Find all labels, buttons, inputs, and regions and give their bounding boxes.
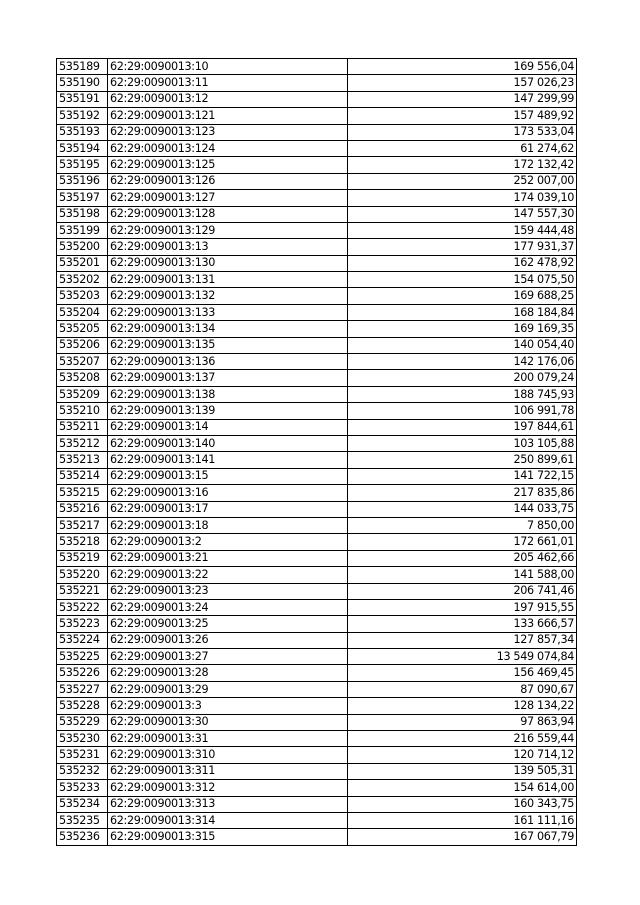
cadastral-value-cell: 106 991,78 — [348, 403, 577, 419]
cadastral-value-cell: 13 549 074,84 — [348, 649, 577, 665]
cadastral-number-cell: 62:29:0090013:137 — [108, 370, 348, 386]
row-number-cell: 535235 — [57, 812, 108, 828]
table-row — [57, 272, 577, 288]
cadastral-number-cell: 62:29:0090013:136 — [108, 354, 348, 370]
cadastral-number-cell: 62:29:0090013:28 — [108, 665, 348, 681]
table-row — [57, 501, 577, 517]
row-number-cell: 535224 — [57, 632, 108, 648]
table-row — [57, 157, 577, 173]
table-row — [57, 206, 577, 222]
row-number-cell: 535215 — [57, 485, 108, 501]
cadastral-value-cell: 173 533,04 — [348, 124, 577, 140]
cadastral-value-cell: 154 075,50 — [348, 272, 577, 288]
cadastral-value-cell: 177 931,37 — [348, 239, 577, 255]
table-row — [57, 632, 577, 648]
cadastral-number-cell: 62:29:0090013:21 — [108, 550, 348, 566]
table-row — [57, 419, 577, 435]
cadastral-number-cell: 62:29:0090013:10 — [108, 59, 348, 75]
cadastral-value-cell: 197 844,61 — [348, 419, 577, 435]
cadastral-number-cell: 62:29:0090013:125 — [108, 157, 348, 173]
cadastral-value-cell: 128 134,22 — [348, 698, 577, 714]
row-number-cell: 535236 — [57, 829, 108, 845]
cadastral-value-cell: 172 132,42 — [348, 157, 577, 173]
row-number-cell: 535222 — [57, 599, 108, 615]
row-number-cell: 535205 — [57, 321, 108, 337]
row-number-cell: 535202 — [57, 272, 108, 288]
row-number-cell: 535203 — [57, 288, 108, 304]
table-row — [57, 108, 577, 124]
table-row — [57, 370, 577, 386]
cadastral-value-cell: 162 478,92 — [348, 255, 577, 271]
cadastral-number-cell: 62:29:0090013:3 — [108, 698, 348, 714]
table-row — [57, 681, 577, 697]
cadastral-number-cell: 62:29:0090013:127 — [108, 190, 348, 206]
row-number-cell: 535206 — [57, 337, 108, 353]
row-number-cell: 535201 — [57, 255, 108, 271]
row-number-cell: 535211 — [57, 419, 108, 435]
table-row — [57, 222, 577, 238]
cadastral-number-cell: 62:29:0090013:310 — [108, 747, 348, 763]
table-row — [57, 796, 577, 812]
table-row — [57, 649, 577, 665]
row-number-cell: 535234 — [57, 796, 108, 812]
row-number-cell: 535210 — [57, 403, 108, 419]
cadastral-number-cell: 62:29:0090013:121 — [108, 108, 348, 124]
cadastral-number-cell: 62:29:0090013:27 — [108, 649, 348, 665]
row-number-cell: 535221 — [57, 583, 108, 599]
row-number-cell: 535192 — [57, 108, 108, 124]
cadastral-value-cell: 139 505,31 — [348, 763, 577, 779]
table-row — [57, 140, 577, 156]
table-row — [57, 304, 577, 320]
cadastral-number-cell: 62:29:0090013:134 — [108, 321, 348, 337]
row-number-cell: 535229 — [57, 714, 108, 730]
table-row — [57, 698, 577, 714]
cadastral-number-cell: 62:29:0090013:133 — [108, 304, 348, 320]
row-number-cell: 535231 — [57, 747, 108, 763]
cadastral-number-cell: 62:29:0090013:11 — [108, 75, 348, 91]
cadastral-number-cell: 62:29:0090013:26 — [108, 632, 348, 648]
cadastral-value-cell: 156 469,45 — [348, 665, 577, 681]
cadastral-value-cell: 217 835,86 — [348, 485, 577, 501]
table-row — [57, 731, 577, 747]
cadastral-value-cell: 200 079,24 — [348, 370, 577, 386]
table-row — [57, 616, 577, 632]
table-row — [57, 829, 577, 845]
cadastral-number-cell: 62:29:0090013:24 — [108, 599, 348, 615]
cadastral-value-cell: 216 559,44 — [348, 731, 577, 747]
table-row — [57, 567, 577, 583]
row-number-cell: 535212 — [57, 435, 108, 451]
table-row — [57, 780, 577, 796]
row-number-cell: 535189 — [57, 59, 108, 75]
cadastral-value-cell: 167 067,79 — [348, 829, 577, 845]
table-row — [57, 599, 577, 615]
row-number-cell: 535191 — [57, 91, 108, 107]
table-row — [57, 485, 577, 501]
cadastral-value-cell: 205 462,66 — [348, 550, 577, 566]
table-row — [57, 714, 577, 730]
row-number-cell: 535227 — [57, 681, 108, 697]
row-number-cell: 535207 — [57, 354, 108, 370]
row-number-cell: 535195 — [57, 157, 108, 173]
table-row — [57, 747, 577, 763]
table-row — [57, 468, 577, 484]
row-number-cell: 535228 — [57, 698, 108, 714]
row-number-cell: 535232 — [57, 763, 108, 779]
cadastral-number-cell: 62:29:0090013:130 — [108, 255, 348, 271]
table-row — [57, 386, 577, 402]
cadastral-value-cell: 188 745,93 — [348, 386, 577, 402]
cadastral-value-cell: 250 899,61 — [348, 452, 577, 468]
cadastral-value-cell: 169 688,25 — [348, 288, 577, 304]
table-row — [57, 517, 577, 533]
cadastral-number-cell: 62:29:0090013:314 — [108, 812, 348, 828]
cadastral-number-cell: 62:29:0090013:138 — [108, 386, 348, 402]
row-number-cell: 535197 — [57, 190, 108, 206]
cadastral-value-cell: 172 661,01 — [348, 534, 577, 550]
cadastral-value-cell: 7 850,00 — [348, 517, 577, 533]
cadastral-number-cell: 62:29:0090013:124 — [108, 140, 348, 156]
table-body — [57, 59, 577, 846]
table-row — [57, 550, 577, 566]
cadastral-number-cell: 62:29:0090013:312 — [108, 780, 348, 796]
row-number-cell: 535225 — [57, 649, 108, 665]
row-number-cell: 535209 — [57, 386, 108, 402]
table-row — [57, 239, 577, 255]
cadastral-value-cell: 206 741,46 — [348, 583, 577, 599]
cadastral-value-cell: 103 105,88 — [348, 435, 577, 451]
cadastral-value-cell: 140 054,40 — [348, 337, 577, 353]
table-row — [57, 763, 577, 779]
cadastral-number-cell: 62:29:0090013:23 — [108, 583, 348, 599]
cadastral-number-cell: 62:29:0090013:15 — [108, 468, 348, 484]
row-number-cell: 535196 — [57, 173, 108, 189]
cadastral-number-cell: 62:29:0090013:315 — [108, 829, 348, 845]
table-row — [57, 288, 577, 304]
cadastral-value-cell: 161 111,16 — [348, 812, 577, 828]
cadastral-value-cell: 168 184,84 — [348, 304, 577, 320]
row-number-cell: 535204 — [57, 304, 108, 320]
cadastral-number-cell: 62:29:0090013:22 — [108, 567, 348, 583]
table-row — [57, 354, 577, 370]
cadastral-number-cell: 62:29:0090013:128 — [108, 206, 348, 222]
cadastral-value-cell: 133 666,57 — [348, 616, 577, 632]
row-number-cell: 535190 — [57, 75, 108, 91]
row-number-cell: 535214 — [57, 468, 108, 484]
table-row — [57, 665, 577, 681]
row-number-cell: 535216 — [57, 501, 108, 517]
row-number-cell: 535199 — [57, 222, 108, 238]
cadastral-number-cell: 62:29:0090013:2 — [108, 534, 348, 550]
cadastral-value-cell: 174 039,10 — [348, 190, 577, 206]
table-row — [57, 435, 577, 451]
cadastral-number-cell: 62:29:0090013:141 — [108, 452, 348, 468]
cadastral-value-cell: 144 033,75 — [348, 501, 577, 517]
table-row — [57, 173, 577, 189]
row-number-cell: 535218 — [57, 534, 108, 550]
cadastral-number-cell: 62:29:0090013:311 — [108, 763, 348, 779]
cadastral-number-cell: 62:29:0090013:29 — [108, 681, 348, 697]
cadastral-number-cell: 62:29:0090013:14 — [108, 419, 348, 435]
table-row — [57, 452, 577, 468]
cadastral-value-cell: 141 722,15 — [348, 468, 577, 484]
cadastral-number-cell: 62:29:0090013:13 — [108, 239, 348, 255]
row-number-cell: 535226 — [57, 665, 108, 681]
table-row — [57, 91, 577, 107]
table-row — [57, 321, 577, 337]
row-number-cell: 535230 — [57, 731, 108, 747]
cadastral-number-cell: 62:29:0090013:16 — [108, 485, 348, 501]
cadastral-number-cell: 62:29:0090013:18 — [108, 517, 348, 533]
cadastral-value-cell: 87 090,67 — [348, 681, 577, 697]
table-row — [57, 583, 577, 599]
cadastral-value-cell: 169 556,04 — [348, 59, 577, 75]
cadastral-number-cell: 62:29:0090013:123 — [108, 124, 348, 140]
cadastral-number-cell: 62:29:0090013:12 — [108, 91, 348, 107]
cadastral-number-cell: 62:29:0090013:129 — [108, 222, 348, 238]
cadastral-value-cell: 160 343,75 — [348, 796, 577, 812]
cadastral-value-cell: 157 489,92 — [348, 108, 577, 124]
cadastral-value-cell: 169 169,35 — [348, 321, 577, 337]
cadastral-value-cell: 159 444,48 — [348, 222, 577, 238]
cadastral-value-cell: 120 714,12 — [348, 747, 577, 763]
table-row — [57, 534, 577, 550]
cadastral-value-cell: 154 614,00 — [348, 780, 577, 796]
cadastral-number-cell: 62:29:0090013:17 — [108, 501, 348, 517]
table-row — [57, 403, 577, 419]
row-number-cell: 535220 — [57, 567, 108, 583]
cadastral-number-cell: 62:29:0090013:139 — [108, 403, 348, 419]
row-number-cell: 535200 — [57, 239, 108, 255]
cadastral-number-cell: 62:29:0090013:140 — [108, 435, 348, 451]
row-number-cell: 535233 — [57, 780, 108, 796]
cadastral-number-cell: 62:29:0090013:313 — [108, 796, 348, 812]
row-number-cell: 535193 — [57, 124, 108, 140]
cadastral-number-cell: 62:29:0090013:126 — [108, 173, 348, 189]
table-row — [57, 59, 577, 75]
table-row — [57, 75, 577, 91]
cadastral-number-cell: 62:29:0090013:132 — [108, 288, 348, 304]
cadastral-number-cell: 62:29:0090013:25 — [108, 616, 348, 632]
row-number-cell: 535194 — [57, 140, 108, 156]
cadastral-number-cell: 62:29:0090013:31 — [108, 731, 348, 747]
cadastral-value-cell: 147 299,99 — [348, 91, 577, 107]
cadastral-value-table — [56, 58, 577, 846]
row-number-cell: 535208 — [57, 370, 108, 386]
cadastral-number-cell: 62:29:0090013:135 — [108, 337, 348, 353]
row-number-cell: 535223 — [57, 616, 108, 632]
cadastral-value-cell: 157 026,23 — [348, 75, 577, 91]
row-number-cell: 535198 — [57, 206, 108, 222]
table-row — [57, 124, 577, 140]
cadastral-value-cell: 141 588,00 — [348, 567, 577, 583]
table-row — [57, 337, 577, 353]
cadastral-value-cell: 197 915,55 — [348, 599, 577, 615]
row-number-cell: 535213 — [57, 452, 108, 468]
cadastral-value-cell: 252 007,00 — [348, 173, 577, 189]
cadastral-number-cell: 62:29:0090013:30 — [108, 714, 348, 730]
cadastral-value-cell: 97 863,94 — [348, 714, 577, 730]
row-number-cell: 535219 — [57, 550, 108, 566]
cadastral-value-cell: 142 176,06 — [348, 354, 577, 370]
cadastral-value-cell: 127 857,34 — [348, 632, 577, 648]
table-row — [57, 190, 577, 206]
cadastral-value-cell: 147 557,30 — [348, 206, 577, 222]
cadastral-number-cell: 62:29:0090013:131 — [108, 272, 348, 288]
row-number-cell: 535217 — [57, 517, 108, 533]
table-row — [57, 812, 577, 828]
cadastral-value-cell: 61 274,62 — [348, 140, 577, 156]
table-row — [57, 255, 577, 271]
